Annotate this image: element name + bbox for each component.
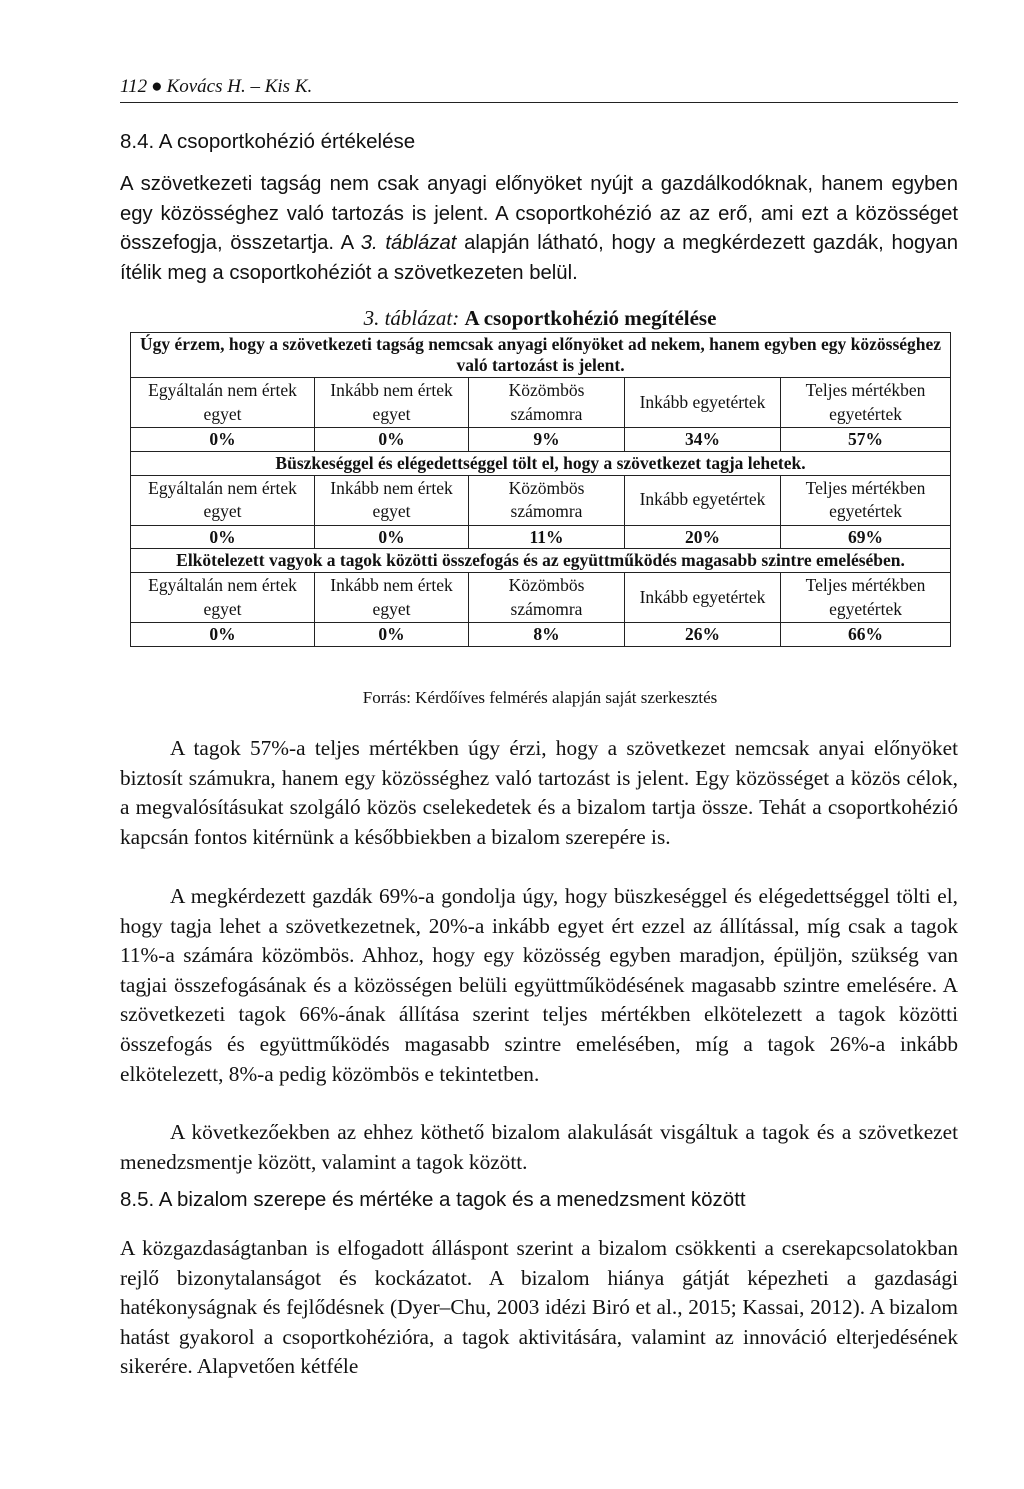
value-cell: 0%: [131, 623, 315, 647]
option-label: Inkább nem értek egyet: [315, 475, 469, 525]
option-label: Egyáltalán nem értek egyet: [131, 475, 315, 525]
value-cell: 57%: [781, 428, 951, 452]
statement-row: [131, 451, 951, 475]
statement-text: Büszkeséggel és elégedettséggel tölt el, hogy a szövetkezet tagja lehetek.: [131, 451, 951, 475]
value-cell: 34%: [625, 428, 781, 452]
option-label: Közömbös számomra: [469, 378, 625, 428]
option-label: Inkább egyetértek: [625, 573, 781, 623]
body-paragraph: A tagok 57%-a teljes mértékben úgy érzi, hogy a szövetkezet nemcsak anyai előnyöket biztosít számukra, hanem egy közösséghez való tartozást is jelent. Egy közösséget a közös célok, a megvalósításukat szolgáló közös cselekedetek és a bizalom tartja össze. Tehát a csoportkohézió kapcsán fontos kitérnünk a későbbiekben a bizalom szerepére is.: [120, 736, 958, 849]
value-cell: 0%: [131, 428, 315, 452]
value-cell: 0%: [315, 623, 469, 647]
value-cell: 20%: [625, 525, 781, 549]
option-label: Inkább nem értek egyet: [315, 378, 469, 428]
value-cell: 26%: [625, 623, 781, 647]
intro-paragraph: [120, 170, 958, 288]
header-authors: Kovács H. – Kis K.: [166, 76, 313, 97]
intro-text-2: alapján látható, hogy a megkérdezett gazdák, hogyan ítélik meg a csoportkohéziót a szövetkezeten belül.: [120, 232, 958, 284]
values-row: [131, 525, 951, 549]
running-header: [120, 76, 958, 103]
value-cell: 8%: [469, 623, 625, 647]
options-row: [131, 475, 951, 525]
value-cell: 9%: [469, 428, 625, 452]
values-row: [131, 428, 951, 452]
values-row: [131, 623, 951, 647]
table-source: Forrás: Kérdőíves felmérés alapján saját szerkesztés: [362, 688, 718, 707]
option-label: Inkább egyetértek: [625, 475, 781, 525]
value-cell: 0%: [131, 525, 315, 549]
table-caption-title: A csoportkohézió megítélése: [464, 306, 717, 330]
statement-text: Úgy érzem, hogy a szövetkezeti tagság nemcsak anyagi előnyöket ad nekem, hanem egyben egy közösséghez való tartozást is jelent.: [131, 333, 951, 378]
option-label: Inkább nem értek egyet: [315, 573, 469, 623]
option-label: Teljes mértékben egyetértek: [781, 378, 951, 428]
option-label: Közömbös számomra: [469, 573, 625, 623]
intro-text-1: A szövetkezeti tagság nem csak anyagi előnyöket nyújt a gazdálkodóknak, hanem egyben egy közösséghez való tartozás is jelent. A csoportkohézió az az erő, ami ezt a közösséget összefogja, összetartja. A: [120, 173, 958, 254]
cohesion-table: [130, 332, 951, 647]
statement-text: Elkötelezett vagyok a tagok közötti összefogás és az együttműködés magasabb szintre emelésében.: [131, 549, 951, 573]
statement-row: [131, 333, 951, 378]
table-caption-label: 3. táblázat:: [363, 306, 460, 330]
section-heading-8-4: 8.4. A csoportkohézió értékelése: [120, 130, 416, 153]
body-paragraph: A megkérdezett gazdák 69%-a gondolja úgy, hogy büszkeséggel és elégedettséggel tölti el, hogy tagja lehet a szövetkezetnek, 20%-a inkább egyet ért ezzel az állítással, míg csak a tagok 11%-a számára közömbös. Ahhoz, hogy egy közösség egyben maradjon, épüljön, szükség van tagjai összefogásának és a közösségen belüli együttműködésének magasabb szintre emelésére. A szövetkezeti tagok 66%-ának állítása szerint teljes mértékben elkötelezett a tagok közötti összefogás és együttműködés magasabb szintre emelésében, míg a tagok 26%-a inkább elkötelezett, 8%-a pedig közömbös e tekintetben.: [120, 884, 958, 1086]
options-row: [131, 378, 951, 428]
options-row: [131, 573, 951, 623]
section-heading-8-5: 8.5. A bizalom szerepe és mértéke a tagok és a menedzsment között: [120, 1188, 746, 1211]
value-cell: 69%: [781, 525, 951, 549]
body-paragraph: A közgazdaságtanban is elfogadott álláspont szerint a bizalom csökkenti a cserekapcsolatokban rejlő bizonytalanságot és kockázatot. A bizalom hiánya gátját képezheti a gazdasági hatékonyságnak és fejlődésnek (Dyer–Chu, 2003 idézi Biró et al., 2015; Kassai, 2012). A bizalom hatást gyakorol a csoportkohézióra, a tagok aktivitására, valamint az innováció elterjedésének sikerére. Alapvetően kétféle: [120, 1236, 958, 1379]
option-label: Teljes mértékben egyetértek: [781, 475, 951, 525]
table-caption: [130, 306, 950, 331]
value-cell: 66%: [781, 623, 951, 647]
option-label: Teljes mértékben egyetértek: [781, 573, 951, 623]
bullet-icon: ●: [151, 76, 163, 97]
option-label: Egyáltalán nem értek egyet: [131, 573, 315, 623]
option-label: Inkább egyetértek: [625, 378, 781, 428]
option-label: Egyáltalán nem értek egyet: [131, 378, 315, 428]
body-paragraph: A következőekben az ehhez köthető bizalom alakulását visgáltuk a tagok és a szövetkezet menedzsmentje között, valamint a tagok között.: [120, 1120, 958, 1174]
table-reference: 3. táblázat: [360, 232, 457, 254]
statement-row: [131, 549, 951, 573]
page-number: 112: [120, 76, 148, 97]
value-cell: 0%: [315, 428, 469, 452]
value-cell: 11%: [469, 525, 625, 549]
value-cell: 0%: [315, 525, 469, 549]
option-label: Közömbös számomra: [469, 475, 625, 525]
